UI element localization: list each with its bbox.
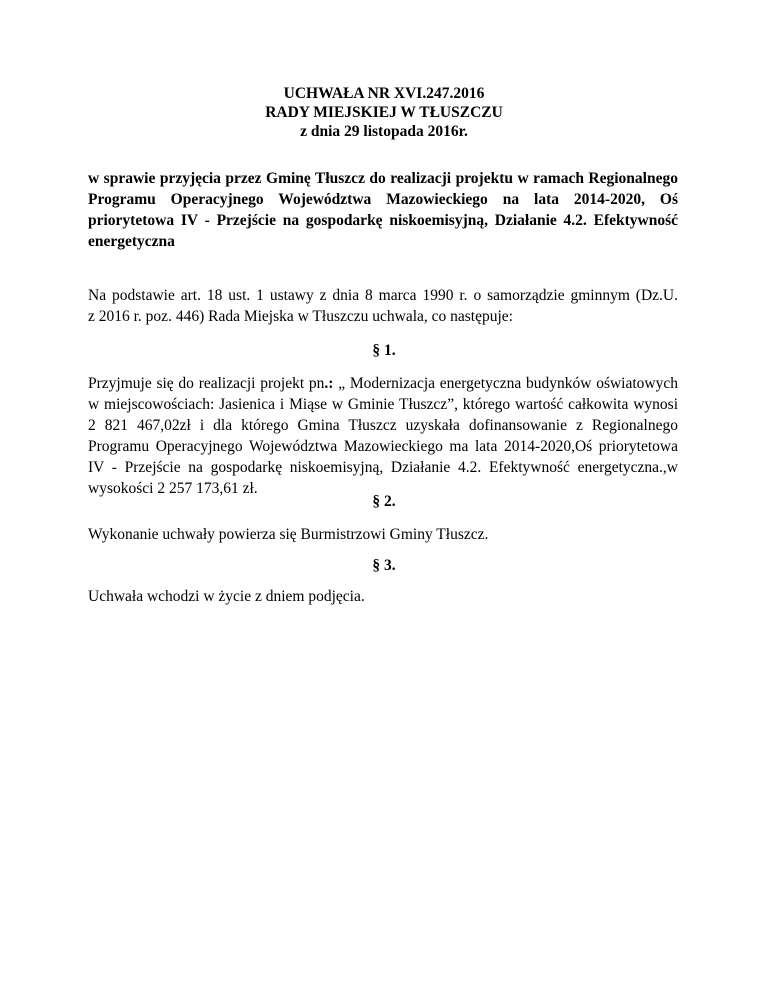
subject-line: Programu Operacyjnego Województwa Mazowieckiego na lata 2014-2020, Oś (88, 191, 678, 208)
section-1-line: Programu Operacyjnego Województwa Mazowieckiego ma lata 2014-2020,Oś priorytetowa (88, 438, 678, 455)
section-3-title: § 3. (372, 557, 396, 574)
section-2-title: § 2. (372, 493, 396, 510)
section-2-text: Wykonanie uchwały powierza się Burmistrzowi Gminy Tłuszcz. (88, 526, 489, 543)
subject-line: energetyczna (88, 233, 175, 250)
preamble-line: Na podstawie art. 18 ust. 1 ustawy z dnia 8 marca 1990 r. o samorządzie gminnym (Dz.U. (88, 287, 678, 304)
subject-line: priorytetowa IV - Przejście na gospodarkę niskoemisyjną, Działanie 4.2. Efektywność (88, 212, 678, 229)
section-1-line: 2 821 467,02zł i dla którego Gmina Tłuszcz uzyskała dofinansowanie z Regionalnego (88, 417, 678, 434)
council-name: RADY MIEJSKIEJ W TŁUSZCZU (265, 104, 503, 121)
resolution-date: z dnia 29 listopada 2016r. (300, 123, 468, 140)
section-1-line-start: Przyjmuje się do realizacji projekt pn (88, 375, 325, 392)
section-1-paragraph (88, 373, 678, 499)
section-3-text: Uchwała wchodzi w życie z dniem podjęcia. (88, 588, 365, 605)
section-1-line-bold: .: (324, 375, 334, 392)
section-1-line: IV - Przejście na gospodarkę niskoemisyjną, Działanie 4.2. Efektywność energetyczna.,w (88, 459, 678, 476)
subject-line: w sprawie przyjęcia przez Gminę Tłuszcz do realizacji projektu w ramach Regionalnego (88, 170, 678, 187)
resolution-number: UCHWAŁA NR XVI.247.2016 (283, 85, 485, 102)
section-1-title: § 1. (372, 342, 396, 359)
section-1-line (88, 373, 678, 394)
resolution-header (0, 84, 768, 141)
preamble-paragraph (88, 285, 678, 327)
section-3-paragraph (88, 586, 678, 607)
section-1-line-end: „ Modernizacja energetyczna budynków oświatowych (333, 375, 678, 392)
section-1-line: w miejscowościach: Jasienica i Miąse w Gminie Tłuszcz”, którego wartość całkowita wynosi (88, 396, 678, 413)
resolution-subject (88, 168, 678, 252)
section-1-line: wysokości 2 257 173,61 zł. (88, 480, 258, 497)
section-2-paragraph (88, 524, 678, 545)
preamble-line: z 2016 r. poz. 446) Rada Miejska w Tłuszczu uchwala, co następuje: (88, 308, 513, 325)
